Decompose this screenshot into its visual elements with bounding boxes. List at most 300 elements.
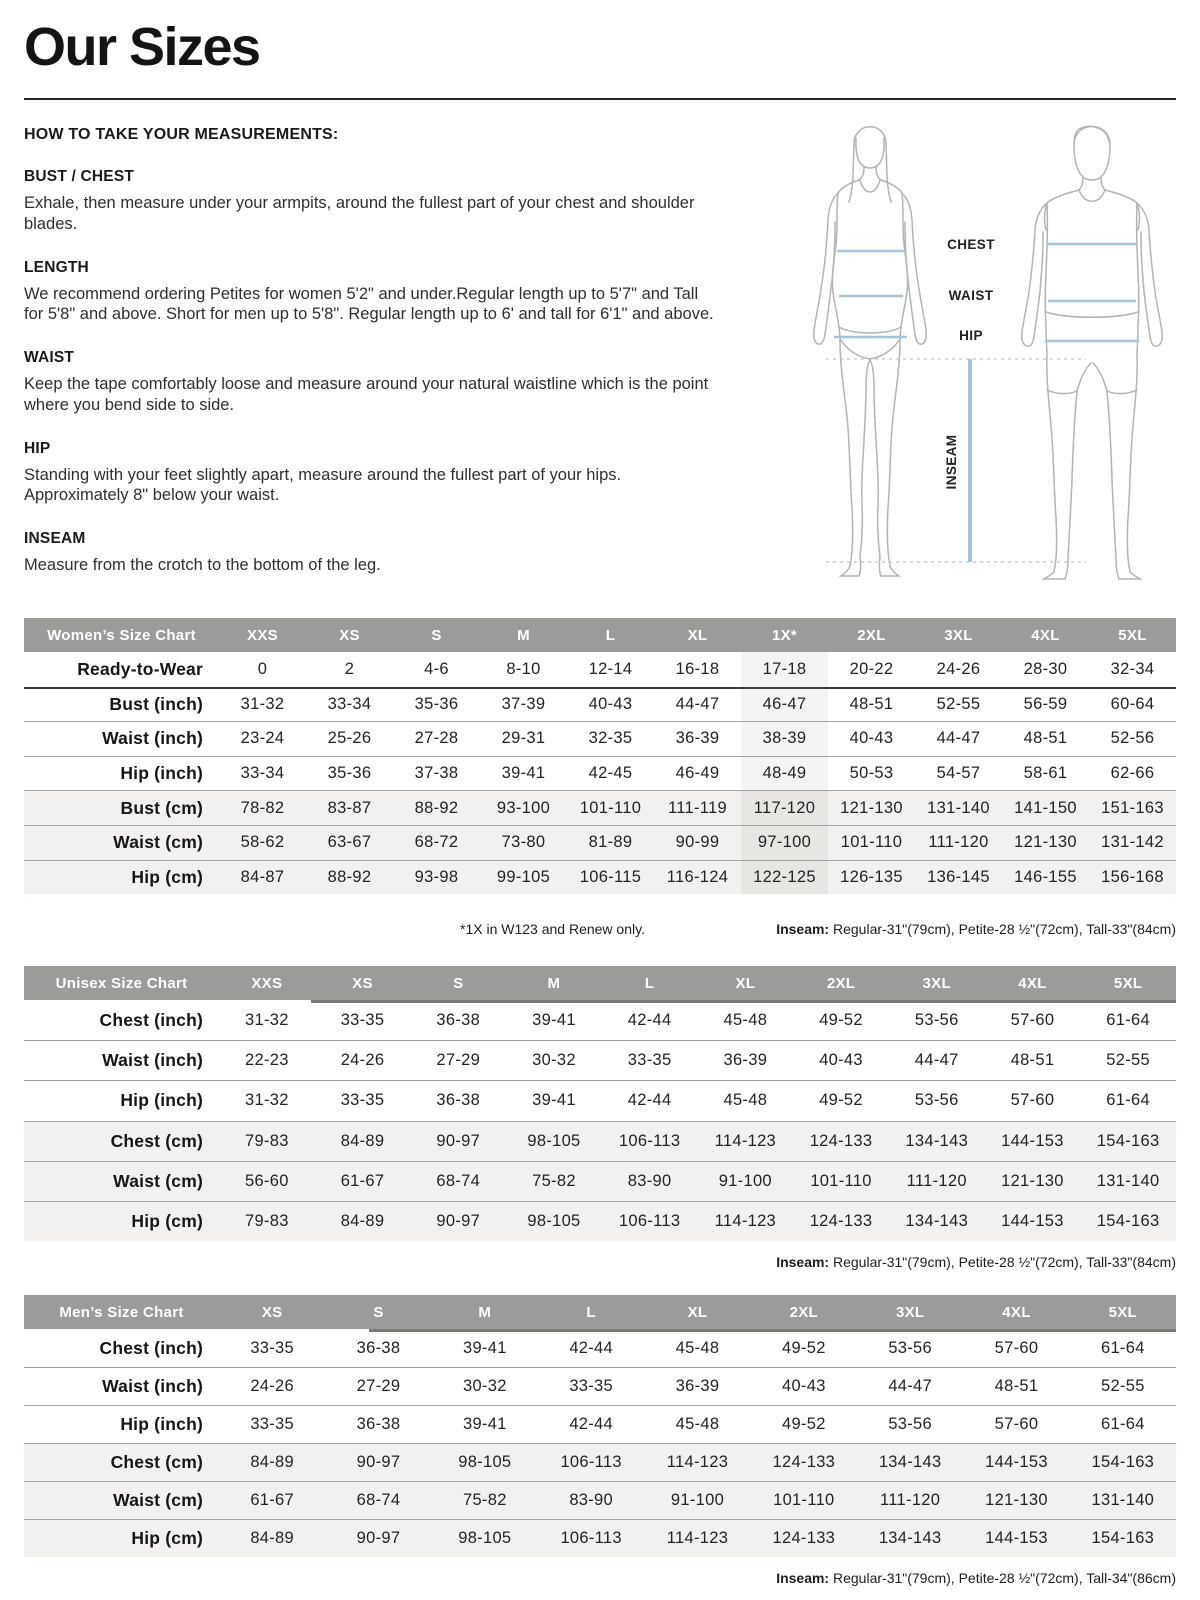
- column-header: 3XL: [944, 626, 973, 644]
- table-row: [24, 1201, 1176, 1241]
- table-footnote: [24, 1570, 1176, 1586]
- table-title: Men’s Size Chart: [59, 1303, 184, 1321]
- size-cell: 57-60: [994, 1415, 1039, 1433]
- size-cell: 27-29: [436, 1051, 481, 1070]
- table-row: [24, 687, 1176, 722]
- size-cell: 27-29: [356, 1377, 401, 1395]
- footnote-inseam-note: Inseam: Regular-31"(79cm), Petite-28 ½"(72cm), Tall-33"(84cm): [776, 921, 1176, 938]
- size-cell: 111-120: [928, 833, 989, 852]
- size-cell: 52-55: [1100, 1377, 1145, 1395]
- column-header: 2XL: [826, 974, 856, 992]
- size-cell: 31-32: [244, 1010, 289, 1029]
- size-cell: 83-90: [627, 1171, 672, 1190]
- size-cell: 90-97: [436, 1131, 481, 1150]
- size-cell: 131-142: [1101, 833, 1164, 852]
- size-cell: 156-168: [1101, 867, 1164, 886]
- size-cell: 116-124: [666, 867, 729, 886]
- size-cell: 45-48: [723, 1010, 768, 1029]
- mens-size-chart-table: [24, 1295, 1176, 1586]
- size-cell: 42-44: [627, 1091, 672, 1110]
- size-cell: 36-38: [436, 1091, 481, 1110]
- size-cell: 25-26: [327, 729, 372, 748]
- size-cell: 20-22: [849, 659, 894, 678]
- row-label: Chest (cm): [110, 1130, 203, 1151]
- column-header: XXS: [247, 626, 278, 644]
- size-cell: 111-119: [668, 798, 727, 817]
- size-cell: 35-36: [327, 764, 372, 783]
- column-header: M: [478, 1303, 492, 1321]
- table-row: [24, 1519, 1176, 1557]
- size-cell: 61-67: [250, 1491, 295, 1509]
- size-cell: 37-39: [501, 695, 546, 714]
- row-label: Hip (inch): [120, 763, 203, 784]
- column-header: 5XL: [1108, 1303, 1138, 1321]
- size-cell: 121-130: [840, 798, 903, 817]
- table-footnote: [24, 1254, 1176, 1270]
- table-row: [24, 1367, 1176, 1405]
- size-cell: 81-89: [588, 833, 633, 852]
- size-cell: 27-28: [414, 729, 459, 748]
- instructions-heading: HOW TO TAKE YOUR MEASUREMENTS:: [24, 126, 339, 143]
- size-cell: 84-89: [340, 1131, 385, 1150]
- size-cell: 22-23: [244, 1051, 289, 1070]
- size-cell: 61-64: [1100, 1415, 1145, 1433]
- size-cell: 42-44: [569, 1338, 614, 1357]
- size-cell: 83-90: [569, 1491, 614, 1509]
- size-cell: 144-153: [985, 1529, 1048, 1547]
- section-body: Exhale, then measure under your armpits, around the fullest part of your chest and shoulder blades.: [24, 194, 695, 233]
- section-body: We recommend ordering Petites for women 5'2" and under.Regular length up to 5'7" and Tall for 5'8" and above. Short for men up to 5'8". Regular length up to 6' and tall for 6'1" and above.: [24, 284, 714, 324]
- size-cell: 35-36: [414, 695, 459, 714]
- unisex-size-chart-table: [24, 966, 1176, 1270]
- column-header: S: [373, 1303, 384, 1321]
- table-header-row: [24, 966, 1176, 1000]
- row-label: Waist (inch): [102, 1376, 203, 1396]
- size-cell: 84-89: [250, 1529, 295, 1547]
- table-row: [24, 1329, 1176, 1367]
- table-row: [24, 825, 1176, 860]
- size-cell: 61-64: [1106, 1010, 1150, 1029]
- size-cell: 33-35: [627, 1051, 672, 1070]
- size-cell: 121-130: [985, 1491, 1048, 1509]
- size-cell: 141-150: [1014, 798, 1077, 817]
- size-cell: 79-83: [244, 1212, 289, 1231]
- size-cell: 90-97: [356, 1453, 401, 1471]
- size-cell: 60-64: [1110, 695, 1155, 714]
- size-cell: 30-32: [462, 1377, 507, 1395]
- footnote-inseam-note: Inseam: Regular-31"(79cm), Petite-28 ½"(72cm), Tall-34"(86cm): [776, 1570, 1176, 1586]
- size-cell: 114-123: [666, 1453, 729, 1471]
- size-cell: 57-60: [1010, 1091, 1055, 1110]
- row-label: Bust (cm): [120, 797, 203, 818]
- size-cell: 122-125: [741, 861, 828, 895]
- row-label: Hip (cm): [131, 1528, 203, 1548]
- table-row: [24, 1481, 1176, 1519]
- size-cell: 90-97: [436, 1212, 481, 1231]
- size-cell: 58-61: [1023, 764, 1068, 783]
- instruction-section: [24, 530, 714, 576]
- size-cell: 114-123: [714, 1131, 777, 1150]
- size-cell: 154-163: [1096, 1131, 1160, 1150]
- size-cell: 98-105: [527, 1131, 581, 1150]
- size-cell: 154-163: [1091, 1453, 1155, 1471]
- size-cell: 17-18: [741, 652, 828, 687]
- size-cell: 49-52: [819, 1091, 863, 1110]
- size-cell: 134-143: [878, 1529, 942, 1547]
- size-cell: 40-43: [849, 729, 894, 748]
- size-cell: 84-89: [250, 1453, 295, 1471]
- instruction-section: [24, 168, 714, 235]
- size-cell: 151-163: [1101, 798, 1164, 817]
- size-cell: 48-51: [849, 695, 894, 714]
- size-cell: 101-110: [579, 798, 642, 817]
- title-divider: [24, 98, 1176, 100]
- size-cell: 53-56: [914, 1091, 959, 1110]
- column-header: XL: [687, 626, 708, 644]
- size-cell: 79-83: [244, 1131, 289, 1150]
- size-cell: 39-41: [462, 1338, 507, 1357]
- column-header: 5XL: [1118, 626, 1147, 644]
- size-cell: 45-48: [675, 1338, 720, 1357]
- size-cell: 33-35: [250, 1338, 295, 1357]
- chest-label: CHEST: [947, 237, 995, 252]
- size-cell: 83-87: [327, 798, 372, 817]
- table-row: [24, 1161, 1176, 1201]
- size-cell: 29-31: [501, 729, 546, 748]
- size-cell: 106-113: [618, 1131, 681, 1150]
- row-label: Hip (inch): [120, 1414, 203, 1434]
- size-cell: 61-64: [1106, 1091, 1150, 1110]
- hip-label: HIP: [959, 328, 983, 343]
- measurement-instructions: [24, 126, 714, 576]
- size-cell: 39-41: [532, 1010, 576, 1029]
- size-cell: 36-38: [356, 1338, 401, 1357]
- size-cell: 78-82: [240, 798, 285, 817]
- column-header: XXS: [251, 974, 283, 992]
- size-cell: 36-38: [356, 1415, 401, 1433]
- column-header: 4XL: [1002, 1303, 1031, 1321]
- size-cell: 40-43: [781, 1377, 826, 1395]
- size-cell: 154-163: [1091, 1529, 1155, 1547]
- column-header: 1X*: [771, 626, 798, 644]
- size-cell: 63-67: [327, 833, 372, 852]
- size-cell: 33-35: [340, 1010, 385, 1029]
- womens-size-chart-table: [24, 618, 1176, 937]
- table-header-row: [24, 1295, 1176, 1329]
- size-cell: 97-100: [741, 826, 828, 860]
- column-header: XS: [261, 1303, 283, 1321]
- size-cell: 44-47: [936, 729, 981, 748]
- size-cell: 61-67: [340, 1171, 385, 1190]
- size-cell: 54-57: [936, 764, 981, 783]
- size-cell: 4-6: [424, 659, 449, 678]
- size-cell: 30-32: [532, 1051, 576, 1070]
- size-cell: 39-41: [532, 1091, 576, 1110]
- size-cell: 131-140: [927, 798, 990, 817]
- size-cell: 24-26: [250, 1377, 295, 1395]
- size-cell: 45-48: [675, 1415, 720, 1433]
- row-label: Chest (inch): [99, 1009, 203, 1030]
- size-cell: 154-163: [1096, 1212, 1160, 1231]
- size-cell: 106-113: [560, 1529, 622, 1547]
- size-cell: 44-47: [914, 1051, 959, 1070]
- table-title: Women’s Size Chart: [47, 626, 196, 644]
- size-cell: 53-56: [914, 1010, 959, 1029]
- table-row: [24, 756, 1176, 791]
- row-label: Chest (cm): [110, 1452, 203, 1472]
- size-cell: 62-66: [1110, 764, 1155, 783]
- size-cell: 144-153: [1001, 1212, 1064, 1231]
- size-cell: 106-113: [560, 1453, 622, 1471]
- size-cell: 131-140: [1096, 1171, 1160, 1190]
- section-body: Standing with your feet slightly apart, measure around the fullest part of your hips. Approximately 8" below your waist.: [24, 465, 622, 505]
- column-header: 4XL: [1018, 974, 1047, 992]
- size-cell: 58-62: [240, 833, 285, 852]
- size-cell: 144-153: [985, 1453, 1048, 1471]
- size-cell: 16-18: [675, 659, 720, 678]
- size-cell: 124-133: [809, 1131, 873, 1150]
- column-header: XS: [352, 974, 373, 992]
- row-label: Waist (inch): [102, 728, 203, 749]
- size-cell: 106-115: [579, 867, 642, 886]
- row-label: Ready-to-Wear: [77, 658, 203, 679]
- size-cell: 57-60: [1010, 1010, 1055, 1029]
- section-title: WAIST: [24, 349, 75, 367]
- size-cell: 111-120: [880, 1491, 941, 1509]
- size-cell: 101-110: [840, 833, 903, 852]
- row-label: Bust (inch): [109, 694, 203, 715]
- size-cell: 91-100: [718, 1171, 772, 1190]
- section-body: Keep the tape comfortably loose and measure around your natural waistline which is the point where you bend side to side.: [24, 375, 709, 414]
- column-header: S: [453, 974, 464, 992]
- table-row: [24, 1080, 1176, 1120]
- size-cell: 49-52: [781, 1338, 826, 1357]
- size-cell: 33-35: [250, 1415, 295, 1433]
- column-header: M: [517, 626, 530, 644]
- size-cell: 90-99: [675, 833, 720, 852]
- footnote-inseam-note: Inseam: Regular-31"(79cm), Petite-28 ½"(72cm), Tall-33"(84cm): [776, 1254, 1176, 1271]
- row-label: Waist (cm): [113, 832, 203, 853]
- size-cell: 93-100: [496, 798, 551, 817]
- size-cell: 12-14: [588, 659, 633, 678]
- size-cell: 56-60: [244, 1171, 289, 1190]
- size-cell: 42-45: [588, 764, 633, 783]
- size-cell: 114-123: [666, 1529, 729, 1547]
- size-cell: 111-120: [906, 1171, 967, 1190]
- size-cell: 117-120: [741, 791, 828, 825]
- size-cell: 0: [257, 659, 268, 678]
- size-cell: 36-39: [675, 729, 720, 748]
- column-header: L: [605, 626, 616, 644]
- row-label: Hip (cm): [131, 1211, 203, 1232]
- size-cell: 98-105: [458, 1529, 512, 1547]
- page-title: Our Sizes: [24, 17, 260, 77]
- size-cell: 8-10: [506, 659, 541, 678]
- size-cell: 42-44: [627, 1010, 672, 1029]
- size-cell: 131-140: [1091, 1491, 1155, 1509]
- table-title: Unisex Size Chart: [55, 974, 188, 992]
- size-cell: 48-51: [1023, 729, 1068, 748]
- size-cell: 52-55: [936, 695, 981, 714]
- section-body: Measure from the crotch to the bottom of the leg.: [24, 556, 381, 575]
- table-row: [24, 1040, 1176, 1080]
- size-cell: 124-133: [809, 1212, 873, 1231]
- table-header-row: [24, 618, 1176, 652]
- table-row: [24, 652, 1176, 687]
- size-cell: 61-64: [1100, 1338, 1145, 1357]
- waist-label: WAIST: [948, 288, 994, 303]
- man-figure: [1022, 126, 1163, 579]
- size-cell: 68-74: [436, 1171, 481, 1190]
- size-cell: 49-52: [819, 1010, 863, 1029]
- size-cell: 33-34: [327, 695, 372, 714]
- column-header: S: [431, 626, 442, 644]
- size-cell: 2: [344, 659, 355, 678]
- woman-figure: [814, 127, 927, 576]
- column-header: 2XL: [857, 626, 886, 644]
- table-row: [24, 860, 1176, 895]
- column-header: 4XL: [1031, 626, 1060, 644]
- size-cell: 40-43: [588, 695, 633, 714]
- size-cell: 88-92: [327, 867, 372, 886]
- column-header: XS: [339, 626, 360, 644]
- size-cell: 57-60: [994, 1338, 1039, 1357]
- row-label: Waist (cm): [113, 1490, 203, 1510]
- size-cell: 37-38: [414, 764, 459, 783]
- size-cell: 44-47: [675, 695, 720, 714]
- instruction-section: [24, 349, 714, 416]
- size-cell: 134-143: [905, 1131, 969, 1150]
- size-cell: 53-56: [888, 1415, 933, 1433]
- table-row: [24, 721, 1176, 756]
- size-cell: 126-135: [840, 867, 903, 886]
- instruction-sections: [24, 168, 714, 576]
- size-cell: 36-39: [675, 1377, 720, 1395]
- table-footnote: [24, 921, 1176, 937]
- size-cell: 75-82: [462, 1491, 507, 1509]
- size-cell: 68-72: [414, 833, 459, 852]
- size-cell: 144-153: [1001, 1131, 1064, 1150]
- table-row: [24, 790, 1176, 825]
- size-cell: 28-30: [1023, 659, 1068, 678]
- size-cell: 53-56: [888, 1338, 933, 1357]
- size-cell: 49-52: [781, 1415, 826, 1433]
- table-row: [24, 1405, 1176, 1443]
- size-cell: 42-44: [569, 1415, 614, 1433]
- size-cell: 106-113: [618, 1212, 681, 1231]
- size-cell: 46-47: [741, 689, 828, 722]
- size-cell: 38-39: [741, 722, 828, 756]
- footnote-1x-note: *1X in W123 and Renew only.: [460, 921, 645, 938]
- row-label: Hip (inch): [120, 1090, 203, 1111]
- table-row: [24, 1000, 1176, 1040]
- column-header: L: [586, 1303, 596, 1321]
- size-cell: 44-47: [888, 1377, 933, 1395]
- column-header: 5XL: [1113, 974, 1143, 992]
- size-cell: 134-143: [878, 1453, 942, 1471]
- size-cell: 31-32: [244, 1091, 289, 1110]
- size-cell: 24-26: [340, 1051, 385, 1070]
- size-cell: 50-53: [849, 764, 894, 783]
- size-cell: 36-38: [436, 1010, 481, 1029]
- section-title: INSEAM: [24, 530, 86, 548]
- size-cell: 39-41: [462, 1415, 507, 1433]
- size-cell: 101-110: [773, 1491, 835, 1509]
- column-header: 3XL: [922, 974, 951, 992]
- size-cell: 124-133: [772, 1453, 836, 1471]
- size-cell: 33-35: [340, 1091, 385, 1110]
- size-cell: 46-49: [675, 764, 720, 783]
- size-cell: 114-123: [714, 1212, 777, 1231]
- inseam-label: INSEAM: [944, 434, 959, 490]
- column-header: L: [644, 974, 655, 992]
- section-title: BUST / CHEST: [24, 168, 135, 185]
- instruction-section: [24, 440, 714, 507]
- size-cell: 36-39: [723, 1051, 768, 1070]
- section-title: LENGTH: [24, 258, 89, 276]
- size-cell: 52-55: [1106, 1051, 1150, 1070]
- figures-svg: [784, 110, 1176, 586]
- size-cell: 84-87: [240, 867, 285, 886]
- size-cell: 88-92: [414, 798, 459, 817]
- size-cell: 31-32: [240, 695, 285, 714]
- size-cell: 134-143: [905, 1212, 969, 1231]
- size-cell: 45-48: [723, 1091, 768, 1110]
- size-cell: 48-51: [994, 1377, 1039, 1395]
- row-label: Waist (cm): [113, 1170, 203, 1191]
- body-measurement-diagram: [784, 110, 1176, 586]
- column-header: XL: [735, 974, 756, 992]
- size-cell: 136-145: [927, 867, 990, 886]
- row-label: Chest (inch): [99, 1337, 203, 1358]
- row-label: Hip (cm): [131, 866, 203, 887]
- size-cell: 121-130: [1014, 833, 1077, 852]
- size-cell: 101-110: [810, 1171, 872, 1190]
- table-row: [24, 1443, 1176, 1481]
- column-header: 2XL: [789, 1303, 819, 1321]
- size-cell: 33-34: [240, 764, 285, 783]
- size-cell: 98-105: [458, 1453, 512, 1471]
- size-cell: 124-133: [772, 1529, 836, 1547]
- size-cell: 40-43: [819, 1051, 863, 1070]
- size-cell: 23-24: [240, 729, 285, 748]
- size-cell: 90-97: [356, 1529, 401, 1547]
- size-cell: 48-51: [1010, 1051, 1055, 1070]
- size-cell: 48-49: [741, 757, 828, 791]
- size-cell: 84-89: [340, 1212, 385, 1231]
- size-cell: 24-26: [936, 659, 981, 678]
- instruction-section: [24, 259, 714, 326]
- size-cell: 68-74: [356, 1491, 401, 1509]
- size-cell: 56-59: [1023, 695, 1068, 714]
- size-cell: 33-35: [569, 1377, 614, 1395]
- size-cell: 73-80: [501, 833, 546, 852]
- row-label: Waist (inch): [102, 1050, 203, 1071]
- size-cell: 99-105: [496, 867, 551, 886]
- size-cell: 52-56: [1110, 729, 1155, 748]
- size-cell: 93-98: [414, 867, 459, 886]
- size-cell: 91-100: [670, 1491, 725, 1509]
- column-header: XL: [687, 1303, 708, 1321]
- size-cell: 32-34: [1110, 659, 1155, 678]
- size-cell: 39-41: [501, 764, 546, 783]
- table-row: [24, 1121, 1176, 1161]
- size-cell: 98-105: [527, 1212, 581, 1231]
- size-cell: 146-155: [1014, 867, 1077, 886]
- size-cell: 75-82: [532, 1171, 576, 1190]
- column-header: M: [547, 974, 561, 992]
- column-header: 3XL: [895, 1303, 925, 1321]
